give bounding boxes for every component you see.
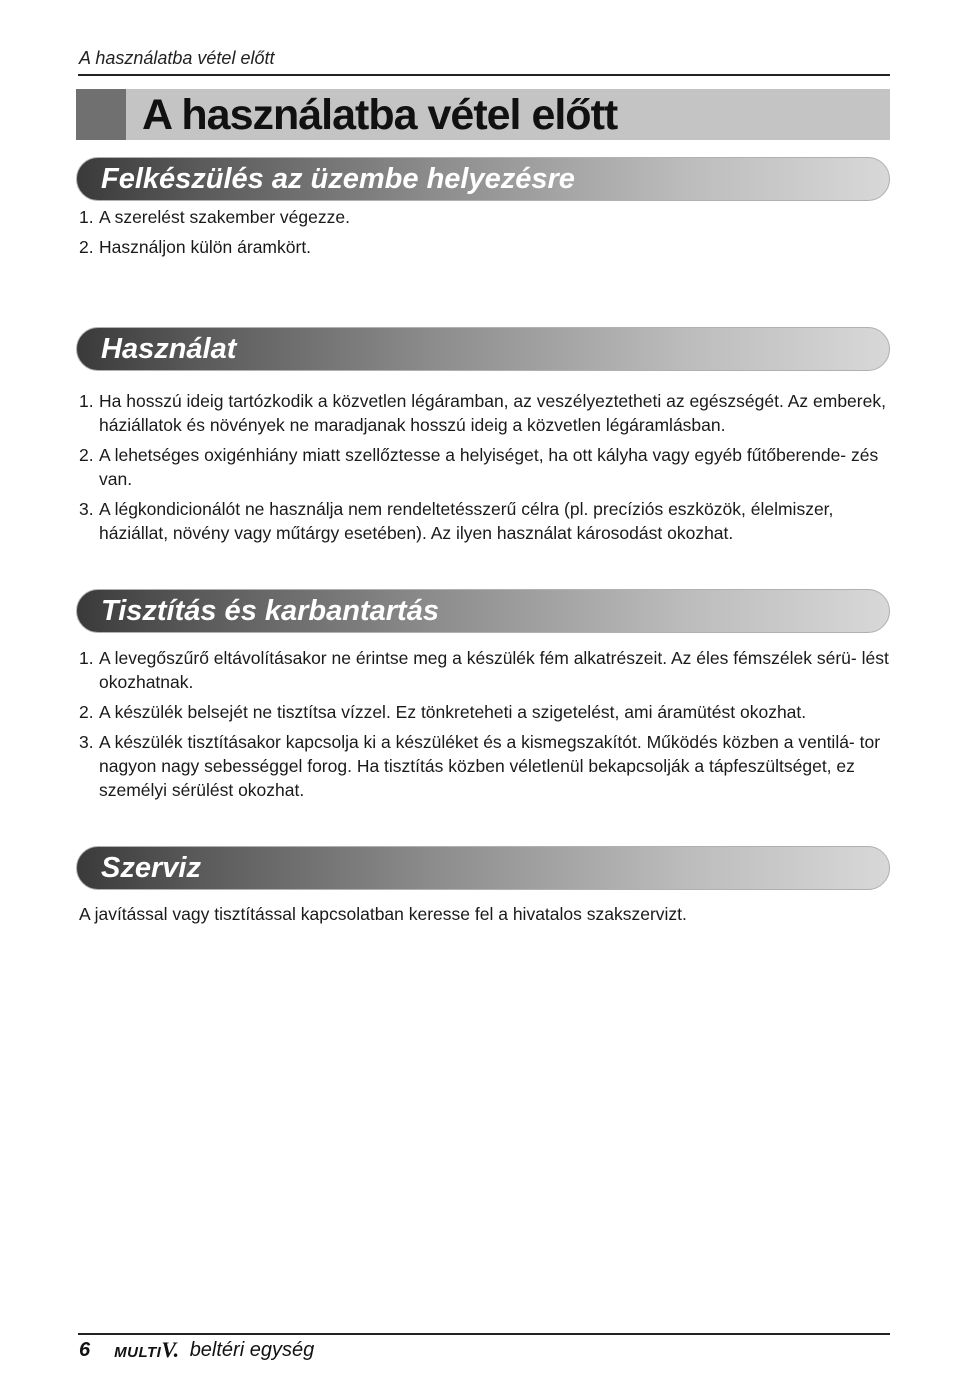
page-title-bar — [76, 89, 890, 140]
cleaning-list — [79, 646, 891, 808]
list-item-number: 2. — [79, 237, 94, 257]
list-item — [79, 235, 891, 259]
brand-text: MULTI — [114, 1344, 162, 1361]
list-item-text: A légkondicionálót ne használja nem rendeltetésszerű célra (pl. precíziós eszközök, élelmiszer, háziállat, növény vagy műtárgy esetében). Az ilyen használat károsodást okozhat. — [99, 499, 834, 543]
list-item-text: Használjon külön áramkört. — [99, 237, 312, 257]
section-header-preparation — [76, 157, 890, 201]
header-rule — [78, 74, 890, 76]
list-item — [79, 389, 891, 437]
section-header-usage — [76, 327, 890, 371]
running-head: A használatba vétel előtt — [79, 48, 275, 68]
brand-mark: V. — [161, 1337, 180, 1362]
service-text: A javítással vagy tisztítással kapcsolatban keresse fel a hivatalos szakszervizt. — [79, 904, 687, 924]
unit-label: beltéri egység — [189, 1338, 315, 1361]
list-item-number: 3. — [79, 499, 94, 519]
section-header-service — [76, 846, 890, 890]
list-item-text: A készülék tisztításakor kapcsolja ki a készüléket és a kismegszakítót. Működés közben a ventilá- tor nagyon nagy sebességgel forog. Ha tisztítás közben véletlenül bekapcsolják a tápfeszültséget, ez személyi sérülést okozhat. — [99, 732, 881, 800]
list-item-number: 2. — [79, 445, 94, 465]
section-header-cleaning — [76, 589, 890, 633]
list-item — [79, 205, 891, 229]
footer — [79, 1337, 314, 1363]
list-item-number: 2. — [79, 702, 94, 722]
section-title: Szerviz — [101, 852, 201, 884]
list-item-text: A készülék belsejét ne tisztítsa vízzel. Ez tönkreteheti a szigetelést, ami áramütést okozhat. — [99, 702, 807, 722]
list-item — [79, 700, 891, 724]
list-item-text: A lehetséges oxigénhiány miatt szellőztesse a helyiséget, ha ott kályha vagy egyéb fűtőberende- zés van. — [99, 445, 879, 489]
section-title: Használat — [101, 333, 237, 365]
page-title: A használatba vétel előtt — [142, 91, 618, 139]
list-item-number: 3. — [79, 732, 94, 752]
list-item — [79, 730, 891, 802]
list-item — [79, 646, 891, 694]
list-item-number: 1. — [79, 391, 94, 411]
usage-list — [79, 389, 891, 551]
list-item — [79, 497, 891, 545]
footer-rule — [78, 1333, 890, 1335]
list-item — [79, 443, 891, 491]
preparation-list — [79, 205, 891, 265]
list-item-text: A szerelést szakember végezze. — [99, 207, 350, 227]
title-block-decoration — [76, 89, 126, 140]
list-item-text: Ha hosszú ideig tartózkodik a közvetlen légáramban, az veszélyeztetheti az egészségét. Az emberek, háziállatok és növények ne maradjanak hosszú ideig a közvetlen légáramlásban. — [99, 391, 886, 435]
list-item-number: 1. — [79, 648, 94, 668]
brand-logo — [114, 1337, 180, 1363]
section-title: Felkészülés az üzembe helyezésre — [101, 163, 575, 195]
list-item-number: 1. — [79, 207, 94, 227]
page-number: 6 — [79, 1338, 91, 1361]
list-item-text: A levegőszűrő eltávolításakor ne érintse meg a készülék fém alkatrészeit. Az éles fémszélek sérü- lést okozhatnak. — [99, 648, 889, 692]
section-title: Tisztítás és karbantartás — [101, 595, 439, 627]
